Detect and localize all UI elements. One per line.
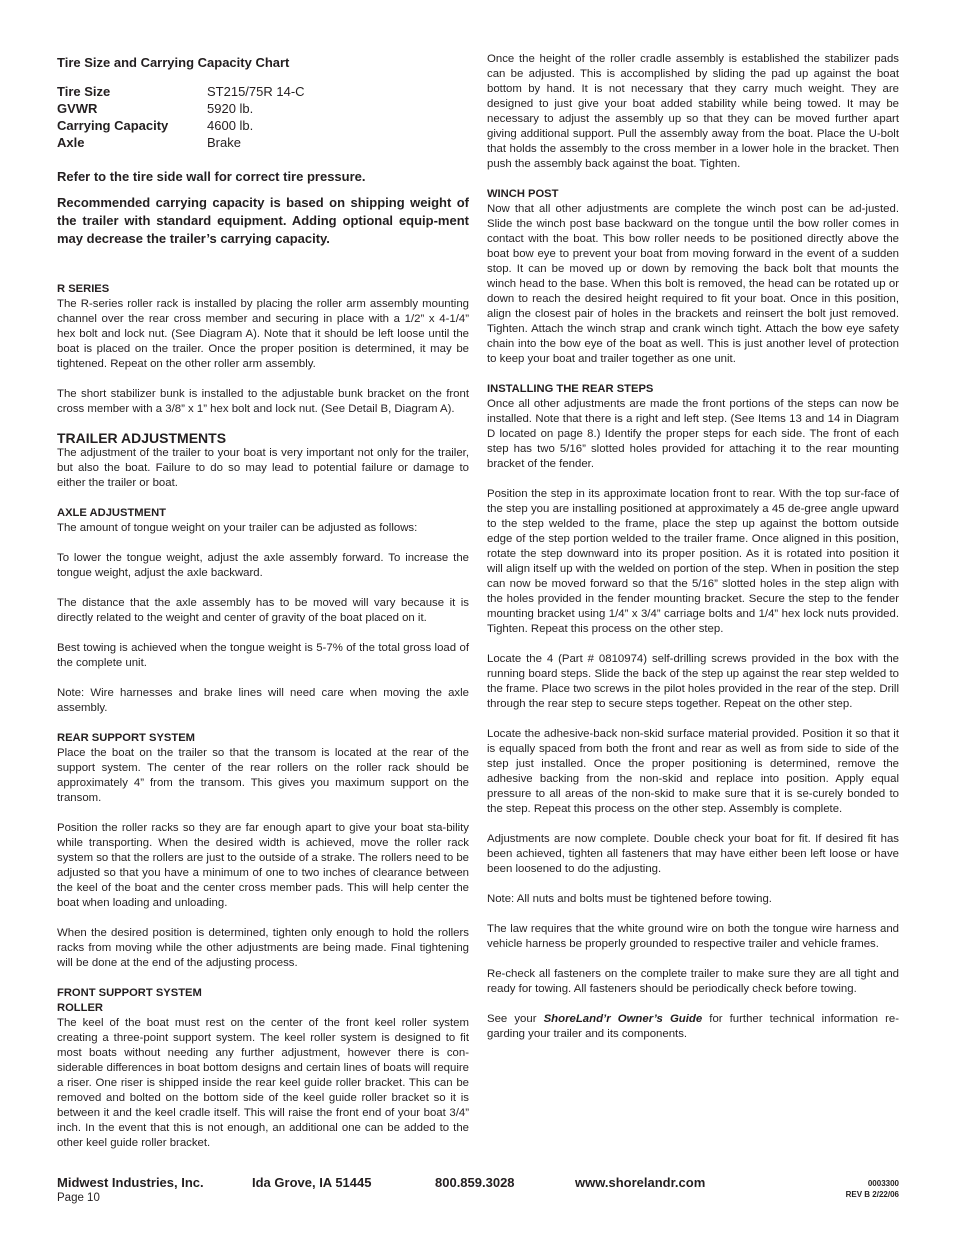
spec-value: ST215/75R 14-C <box>207 84 305 99</box>
axle-paragraph-3: The distance that the axle assembly has to be moved will vary because it is directly related to the weight and center of gravity of the boat placed on it. <box>57 597 469 624</box>
nuts-bolts-note: Note: All nuts and bolts must be tightened before towing. <box>487 893 772 905</box>
front-support-heading: FRONT SUPPORT SYSTEM <box>57 987 202 999</box>
rear-support-heading: REAR SUPPORT SYSTEM <box>57 732 195 744</box>
footer-contact-row <box>57 1175 899 1191</box>
roller-subheading: ROLLER <box>57 1002 103 1014</box>
trailer-adjustments-heading: TRAILER ADJUSTMENTS <box>57 430 227 446</box>
rear-support-paragraph-1: Place the boat on the trailer so that the transom is located at the rear of the support system. The center of the rear rollers on the roller rack should be approximately 4” from the transom. This gives you maximum support on the transom. <box>57 747 469 804</box>
rear-steps-heading: INSTALLING THE REAR STEPS <box>487 383 654 395</box>
spec-row-gvwr <box>57 100 469 117</box>
spec-row-axle <box>57 134 469 151</box>
r-series-paragraph-2: The short stabilizer bunk is installed to the adjustable bunk bracket on the front cross member with a 3/8” x 1” hex bolt and lock nut. (See Detail B, Diagram A). <box>57 388 469 415</box>
spec-label: Carrying Capacity <box>57 118 169 133</box>
footer-company: Midwest Industries, Inc. <box>57 1175 204 1190</box>
trailer-adjustments-paragraph: The adjustment of the trailer to your boat is very important not only for the trailer, but also the boat. Failure to do so may lead to potential failure or damage to either the trailer or boat. <box>57 447 469 489</box>
front-support-paragraph: The keel of the boat must rest on the center of the front keel roller system creating a three-point support system. The keel roller system is designed to fit most boats without needing any further adjustment, however there is con-siderable differences in boat bottom designs and certain lines of boats will require a riser. One riser is shipped inside the rear keel guide roller bracket. This can be removed and bolted on the bottom side of the keel guide roller bracket so it is between it and the keel cradle itself. This will raise the front end of your boat 3/4” inch. In the event that this is not enough, an additional one can be added to the other keel guide roller bracket. <box>57 1017 469 1149</box>
winch-post-heading: WINCH POST <box>487 188 559 200</box>
spec-label: Axle <box>57 135 85 150</box>
axle-paragraph-1: The amount of tongue weight on your trailer can be adjusted as follows: <box>57 522 418 534</box>
spec-label: GVWR <box>57 101 98 116</box>
axle-paragraph-4: Best towing is achieved when the tongue weight is 5-7% of the total gross load of the complete unit. <box>57 642 469 669</box>
owners-guide-pre: See your <box>487 1013 544 1025</box>
axle-paragraph-5: Note: Wire harnesses and brake lines will need care when moving the axle assembly. <box>57 687 469 714</box>
spec-table <box>57 83 469 151</box>
revision-date: REV B 2/22/06 <box>845 1190 899 1199</box>
spec-value: 4600 lb. <box>207 118 254 133</box>
spec-value: 5920 lb. <box>207 101 254 116</box>
rear-support-paragraph-2: Position the roller racks so they are far enough apart to give your boat sta-bility while transporting. When the desired width is achieved, move the roller rack system so that the rollers are just to the outside of a strake. The rollers need to be adjusted so that you have a minimum of one to two inches of clearance between the keel of the boat and the center cross member pads. This will help center the boat when loading and unloading. <box>57 822 469 909</box>
spec-value: Brake <box>207 135 241 150</box>
carrying-capacity-note: Recommended carrying capacity is based on shipping weight of the trailer with standard equipment. Adding optional equip-ment may decrease the trailer’s carrying capacity. <box>57 195 469 246</box>
owners-guide-title: ShoreLand’r Owner’s Guide <box>543 1013 703 1025</box>
document-number: 0003300 <box>867 1179 899 1188</box>
r-series-heading: R SERIES <box>57 283 110 295</box>
tire-pressure-note: Refer to the tire side wall for correct tire pressure. <box>57 169 366 184</box>
recheck-paragraph: Re-check all fasteners on the complete trailer to make sure they are all tight and ready for towing. All fasteners should be periodically check before towing. <box>487 968 899 995</box>
adjustments-complete-paragraph: Adjustments are now complete. Double check your boat for fit. If desired fit has been achieved, tighten all fasteners that may have either been left loose or have been loosened to do the adjusting. <box>487 833 899 875</box>
footer-website: www.shorelandr.com <box>575 1175 706 1190</box>
page-number: Page 10 <box>57 1192 100 1204</box>
rear-steps-paragraph-3: Locate the 4 (Part # 0810974) self-drilling screws provided in the box with the running board steps. Slide the back of the step up against the rear step welded to the frame. Place two screws in the pilot holes provided in the rear of the step. Drill through the rear step to secure steps together. Repeat on the other step. <box>487 653 899 710</box>
spec-label: Tire Size <box>57 84 111 99</box>
right-column <box>487 52 899 1057</box>
rear-support-paragraph-3: When the desired position is determined, tighten only enough to hold the rollers racks from moving while the other adjustments are being made. Final tightening will be done at the end of the adjusting process. <box>57 927 469 969</box>
spec-row-tire-size <box>57 83 469 100</box>
page-footer <box>57 1175 899 1204</box>
rear-steps-paragraph-4: Locate the adhesive-back non-skid surface material provided. Position it so that it is equally spaced from both the front and rear as well as from side to side of the step just installed. Once the proper positioning is determined, remove the adhesive backing from the non-skid and replace into position. Apply equal pressure to all areas of the non-skid to make sure that it is se-curely bonded to the step. Repeat this process on the other step. Assembly is complete. <box>487 728 899 815</box>
rear-steps-paragraph-2: Position the step in its approximate location front to rear. With the top sur-face of the step you are installing positioned at approximately a 45 de-gree angle upward to the step welded to the frame, place the step up against the bottom outside edge of the step portion welded to the trailer frame. Once aligned in this position, rotate the step downward into its proper position. As it is rotated into position it will align itself up with the welded on portion of the step. When in position the step can now be moved forward so that the 5/16” slotted holes in the step align with the holes provided in the fender mounting bracket. Secure the step to the fender mounting bracket using 1/4” x 3/4” carriage bolts and 1/4” hex lock nuts provided. Tighten. Repeat this process on the other step. <box>487 488 899 635</box>
document-revision <box>846 1178 899 1200</box>
chart-title: Tire Size and Carrying Capacity Chart <box>57 55 290 70</box>
axle-paragraph-2: To lower the tongue weight, adjust the axle assembly forward. To increase the tongue weight, adjust the axle backward. <box>57 552 469 579</box>
footer-phone: 800.859.3028 <box>435 1175 515 1190</box>
owners-guide-post: for further technical information re-garding your trailer and its components. <box>487 1013 899 1040</box>
rear-steps-paragraph-1: Once all other adjustments are made the front portions of the steps can now be installed. Note that there is a right and left step. (See Items 13 and 14 in Diagram D located on page 8.) Identify the proper steps for each side. The front of each step has two 5/16” slotted holes provided for attaching it to the rear mounting bracket of the fender. <box>487 398 899 470</box>
axle-adjustment-heading: AXLE ADJUSTMENT <box>57 507 166 519</box>
footer-city: Ida Grove, IA 51445 <box>252 1175 372 1190</box>
spec-row-carrying-capacity <box>57 117 469 134</box>
winch-post-paragraph: Now that all other adjustments are complete the winch post can be ad-justed. Slide the winch post base backward on the tongue until the bow roller comes in contact with the boat. This bow roller needs to be positioned directly above the boat bow eye to prevent your boat from moving forward in the event of a sudden stop. It can be moved up or down by removing the back bolt that mounts the winch head to the base. When this bolt is removed, the head can be rotated up or down to reach the desired height required to fit your boat. Once in this position, align the closest pair of holes in the brackets and reinsert the bolt just removed. Tighten. Attach the winch strap and crank winch tight. Attach the bow eye safety chain into the bow eye of the boat as well. This is just another level of protection to keep your boat and trailer together as one unit. <box>487 203 899 365</box>
owners-guide-paragraph <box>487 1012 899 1042</box>
r-series-paragraph-1: The R-series roller rack is installed by placing the roller arm assembly mounting channel over the rear cross member and securing in place with a 1/2” x 4-1/4” hex bolt and lock nut. (See Diagram A). Note that it should be left loose until the boat is placed on the trailer. Once the proper position is determined, it may be tightened. Repeat on the other roller arm assembly. <box>57 298 469 370</box>
left-column <box>57 50 469 1166</box>
stabilizer-paragraph: Once the height of the roller cradle assembly is established the stabilizer pads can be adjusted. This is accomplished by sliding the pad up against the boat bottom by hand. It is not necessary that they carry much weight. They are designed to just give your boat added stability while being towed. It may be necessary to adjust the assembly up so that they can be moved further apart giving additional support. Pull the assembly away from the boat. Place the U-bolt that holds the assembly to the cross member in a lower hole in the bracket. Then push the assembly back against the boat. Tighten. <box>487 53 899 170</box>
ground-wire-paragraph: The law requires that the white ground wire on both the tongue wire harness and vehicle harness be properly grounded to respective trailer and vehicle frames. <box>487 923 899 950</box>
